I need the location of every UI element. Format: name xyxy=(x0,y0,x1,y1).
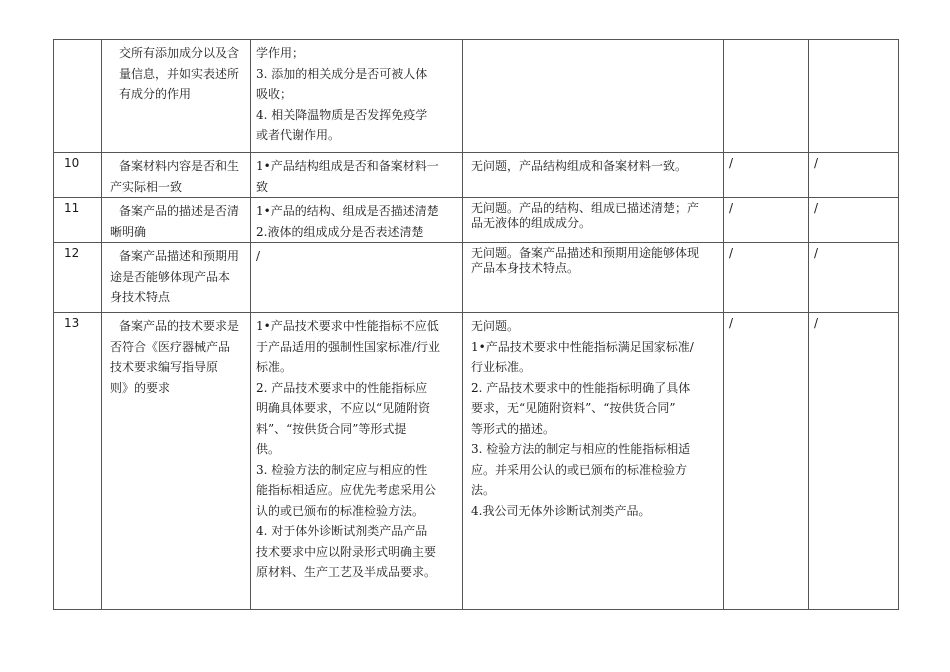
check-item-line: 身技术特点 xyxy=(110,290,171,304)
mark-column-2: / xyxy=(809,153,899,198)
check-item xyxy=(102,198,251,243)
table-row xyxy=(54,313,899,610)
check-requirement xyxy=(251,153,463,198)
mark-column-1: / xyxy=(724,243,809,313)
check-result-line: 无问题。备案产品描述和预期用途能够体现 xyxy=(471,246,700,260)
mark-column-2: / xyxy=(809,198,899,243)
mark-column-2: / xyxy=(809,313,899,610)
check-requirement-line: 能指标相适应。应优先考虑采用公 xyxy=(256,483,437,497)
check-requirement-line: 于产品适用的强制性国家标准/行业 xyxy=(256,339,441,354)
check-requirement-line: 原材料、生产工艺及半成品要求。 xyxy=(256,565,437,579)
table-row xyxy=(54,153,899,198)
check-item-line: 量信息，并如实表述所 xyxy=(119,66,240,81)
check-item-line: 交所有添加成分以及含 xyxy=(119,46,240,60)
check-requirement xyxy=(251,198,463,243)
check-requirement-line: / xyxy=(256,249,261,263)
check-item xyxy=(102,313,251,610)
check-item-line: 备案产品的技术要求是 xyxy=(119,319,240,333)
check-result xyxy=(463,243,724,313)
check-requirement-line: 明确具体要求，不应以“见随附资 xyxy=(256,401,431,415)
check-requirement-line: 吸收； xyxy=(256,87,293,101)
row-number: 12 xyxy=(54,243,102,313)
mark-column-1: / xyxy=(724,153,809,198)
check-item xyxy=(102,243,251,313)
check-item-line: 备案材料内容是否和生 xyxy=(119,159,240,173)
check-result-line: 等形式的描述。 xyxy=(471,421,556,436)
check-item-line: 备案产品的描述是否清 xyxy=(119,204,240,218)
table-row xyxy=(54,243,899,313)
check-requirement-line: 学作用； xyxy=(256,46,305,60)
check-requirement xyxy=(251,40,463,153)
review-checklist-table xyxy=(53,39,899,610)
check-requirement-line: 致 xyxy=(256,179,269,194)
check-requirement-line: 1•产品的结构、组成是否描述清楚 xyxy=(256,204,439,218)
check-result-line: 应。并采用公认的或已颁布的标准检验方 xyxy=(471,462,688,477)
check-result xyxy=(463,198,724,243)
check-item xyxy=(102,153,251,198)
check-requirement-line: 1•产品结构组成是否和备案材料一 xyxy=(256,159,439,173)
check-result xyxy=(463,313,724,610)
row-number xyxy=(54,40,102,153)
mark-column-2: / xyxy=(809,243,899,313)
check-result-line: 无问题。 xyxy=(471,319,520,333)
row-number: 10 xyxy=(54,153,102,198)
check-item-line: 有成分的作用 xyxy=(119,87,192,101)
check-result-line: 3. 检验方法的制定与相应的性能指标相适 xyxy=(471,442,691,456)
check-item xyxy=(102,40,251,153)
check-requirement xyxy=(251,243,463,313)
check-requirement-line: 4. 对于体外诊断试剂类产品产品 xyxy=(256,524,428,538)
check-result-line: 要求，无“见随附资料”、“按供货合同” xyxy=(471,401,676,415)
check-result-line: 2. 产品技术要求中的性能指标明确了具体 xyxy=(471,380,691,395)
check-requirement-line: 认的或已颁布的标准检验方法。 xyxy=(256,503,425,518)
check-requirement-line: 标准。 xyxy=(256,360,293,374)
table-row xyxy=(54,40,899,153)
check-result-line: 无问题，产品结构组成和备案材料一致。 xyxy=(471,159,688,173)
mark-column-2 xyxy=(809,40,899,153)
check-result-line: 法。 xyxy=(471,483,496,497)
check-result-line: 品无液体的组成成分。 xyxy=(471,216,592,230)
check-item-line: 备案产品描述和预期用 xyxy=(119,249,240,263)
check-item-line: 晰明确 xyxy=(110,224,147,239)
check-item-line: 技术要求编写指导原 xyxy=(110,360,219,374)
check-result xyxy=(463,40,724,153)
check-item-line: 否符合《医疗器械产品 xyxy=(110,339,231,354)
check-result-line: 无问题。产品的结构、组成已描述清楚；产 xyxy=(471,201,700,215)
check-result-line: 产品本身技术特点。 xyxy=(471,261,580,275)
check-requirement-line: 或者代谢作用。 xyxy=(256,128,341,142)
mark-column-1: / xyxy=(724,313,809,610)
check-result xyxy=(463,153,724,198)
row-number: 11 xyxy=(54,198,102,243)
check-requirement xyxy=(251,313,463,610)
check-requirement-line: 2. 产品技术要求中的性能指标应 xyxy=(256,380,428,395)
check-requirement-line: 1•产品技术要求中性能指标不应低 xyxy=(256,319,439,333)
check-requirement-line: 供。 xyxy=(256,442,281,456)
check-result-line: 1•产品技术要求中性能指标满足国家标准/ xyxy=(471,339,694,354)
check-item-line: 则》的要求 xyxy=(110,380,171,395)
check-requirement-line: 技术要求中应以附录形式明确主要 xyxy=(256,544,437,559)
check-requirement-line: 4. 相关降温物质是否发挥免疫学 xyxy=(256,107,428,122)
check-result-line: 行业标准。 xyxy=(471,360,532,374)
check-result-line: 4.我公司无体外诊断试剂类产品。 xyxy=(471,503,651,518)
check-item-line: 产实际相一致 xyxy=(110,179,183,194)
mark-column-1: / xyxy=(724,198,809,243)
table-row xyxy=(54,198,899,243)
check-requirement-line: 2.液体的组成成分是否表述清楚 xyxy=(256,224,424,239)
check-item-line: 途是否能够体现产品本 xyxy=(110,269,231,284)
row-number: 13 xyxy=(54,313,102,610)
mark-column-1 xyxy=(724,40,809,153)
check-requirement-line: 料”、“按供货合同”等形式提 xyxy=(256,421,407,436)
check-requirement-line: 3. 检验方法的制定应与相应的性 xyxy=(256,462,428,477)
check-requirement-line: 3. 添加的相关成分是否可被人体 xyxy=(256,66,428,81)
